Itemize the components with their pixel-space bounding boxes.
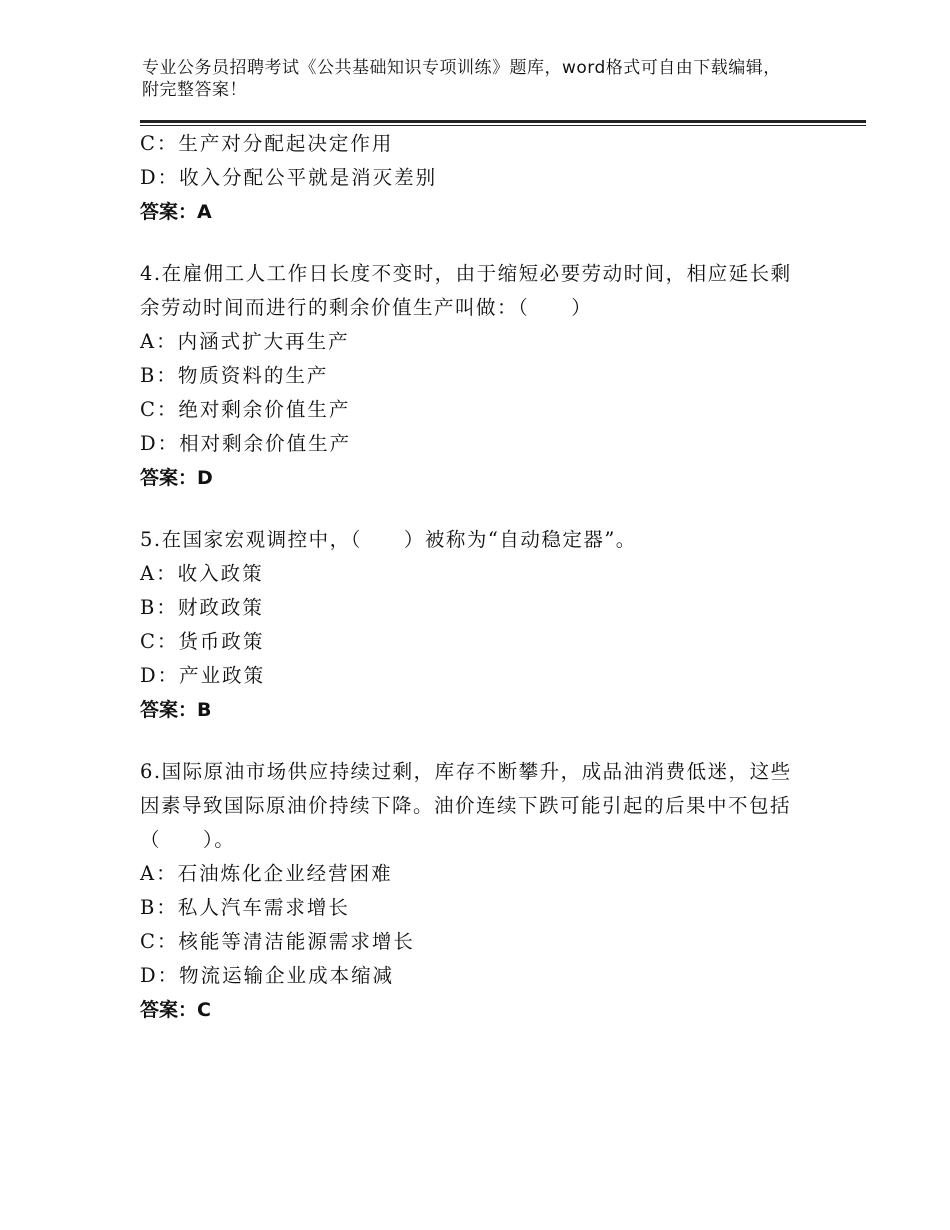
question-block-4 [140,257,810,495]
header-divider-thick [140,120,866,123]
option-c: C：生产对分配起决定作用 [140,132,394,155]
option-d: D：收入分配公平就是消灭差别 [140,166,438,189]
question-block-3 [140,127,810,229]
header-divider-thin [140,125,866,126]
option-b: B：物质资料的生产 [140,364,329,387]
answer-label: 答案：B [140,699,212,721]
option-d: D：产业政策 [140,664,266,687]
option-d: D：相对剩余价值生产 [140,432,352,455]
answer-label: 答案：A [140,201,212,223]
question-text: 6.国际原油市场供应持续过剩，库存不断攀升，成品油消费低迷，这些因素导致国际原油价持续下降。油价连续下跌可能引起的后果中不包括（ ）。 [140,760,792,851]
answer-label: 答案：C [140,999,211,1021]
option-a: A：石油炼化企业经营困难 [140,862,393,885]
question-block-6 [140,755,810,1027]
option-c: C：货币政策 [140,630,265,653]
option-b: B：财政政策 [140,596,264,619]
option-d: D：物流运输企业成本缩减 [140,964,395,987]
answer-label: 答案：D [140,467,213,489]
question-text: 4.在雇佣工人工作日长度不变时，由于缩短必要劳动时间，相应延长剩余劳动时间而进行的剩余价值生产叫做：（ ） [140,262,792,319]
page-header: 专业公务员招聘考试《公共基础知识专项训练》题库，word格式可自由下载编辑，附完整答案！ [142,58,781,100]
option-c: C：核能等清洁能源需求增长 [140,930,415,953]
option-b: B：私人汽车需求增长 [140,896,350,919]
option-a: A：内涵式扩大再生产 [140,330,350,353]
question-content [140,127,810,1027]
option-a: A：收入政策 [140,562,264,585]
question-text: 5.在国家宏观调控中，（ ）被称为“自动稳定器”。 [140,528,637,551]
question-block-5 [140,523,810,727]
option-c: C：绝对剩余价值生产 [140,398,351,421]
